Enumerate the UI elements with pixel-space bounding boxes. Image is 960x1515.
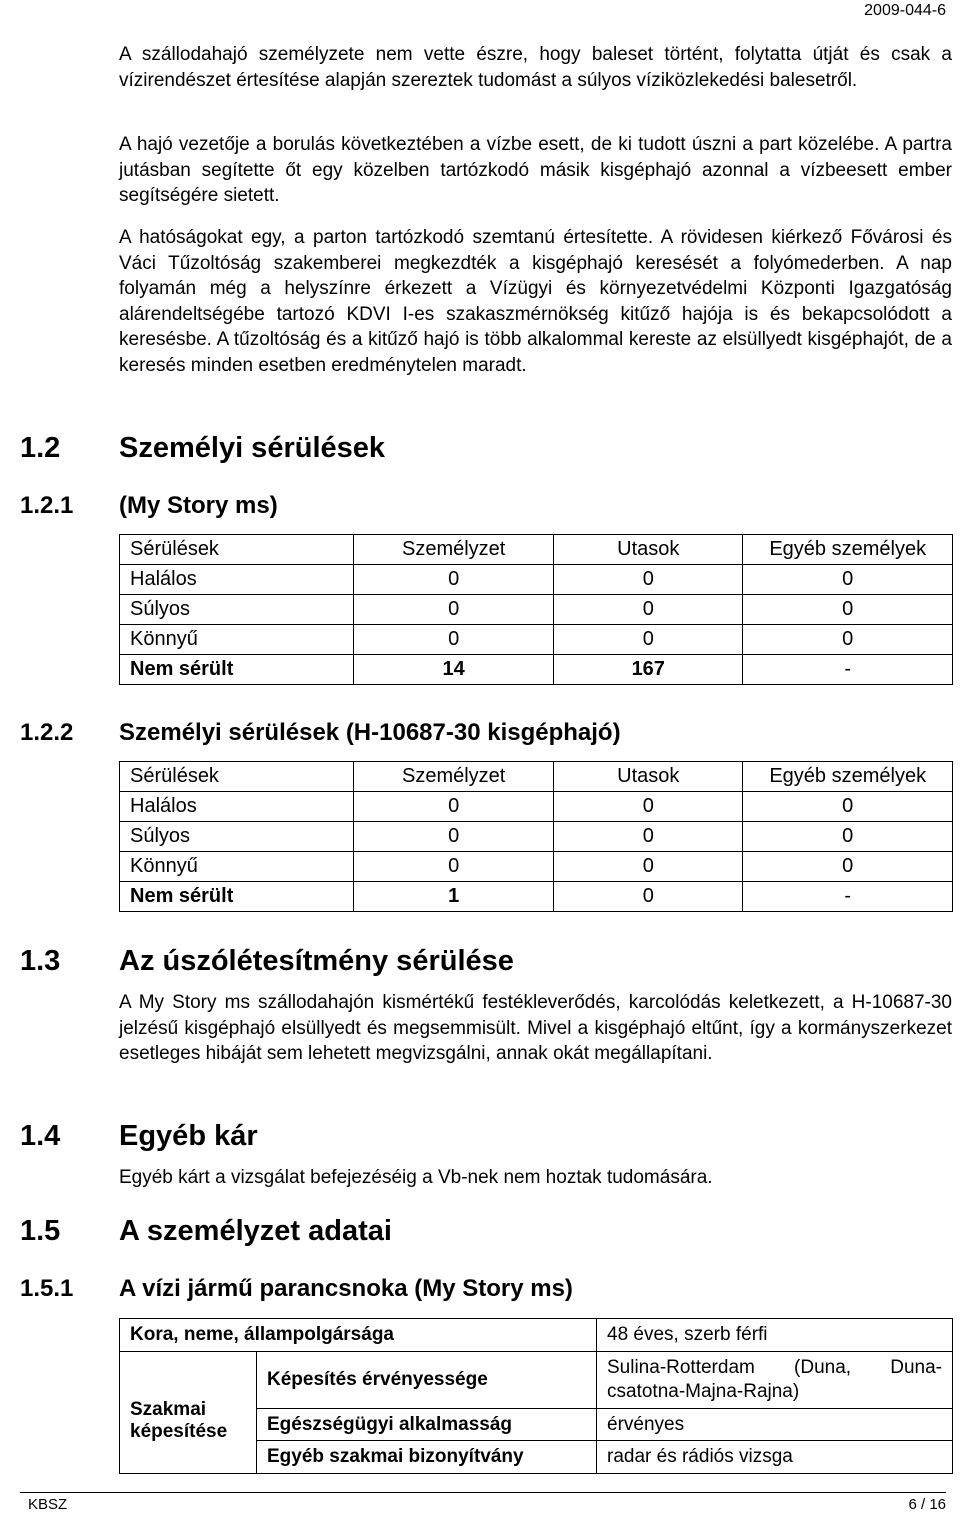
table-cell: érvényes [597,1409,953,1441]
table-row [120,625,953,655]
header-cell: Sérülések [120,762,354,792]
paragraph: Egyéb kárt a vizsgálat befejezéséig a Vb-nek nem hoztak tudomására. [119,1167,713,1188]
paragraph: A szállodahajó személyzete nem vette észre, hogy baleset történt, folytatta útját és csak a vízirendészet értesítése alapján szereztek tudomást a súlyos víziközlekedési balesetről. [119,44,952,91]
header-cell: Sérülések [120,535,354,565]
table-cell: Súlyos [120,595,354,625]
table-row [120,565,953,595]
table-cell: 0 [743,852,953,882]
table-cell: 0 [554,882,743,912]
table-cell: Halálos [120,565,354,595]
section-title: Az úszólétesítmény sérülése [119,945,514,977]
table-row [120,655,953,685]
footer-divider [20,1492,946,1493]
section-title: Egyéb kár [119,1120,258,1152]
table-header-row [120,762,953,792]
section-number: 1.5.1 [20,1275,74,1302]
header-cell: Utasok [554,762,743,792]
table-cell: 167 [554,655,743,685]
table-cell: Egészségügyi alkalmasság [257,1409,597,1441]
section-heading [20,945,514,978]
table-cell: 0 [354,852,554,882]
table-cell: Súlyos [120,822,354,852]
page-number: 6 / 16 [908,1496,946,1513]
table-cell: 0 [554,822,743,852]
table-row [120,822,953,852]
table-header-row [120,535,953,565]
section-number: 1.5 [20,1215,61,1247]
section-number: 1.4 [20,1120,61,1152]
table-cell: 0 [354,595,554,625]
section-number: 1.2 [20,432,61,464]
table-cell: Nem sérült [120,655,354,685]
table-cell: 0 [354,822,554,852]
header-cell: Utasok [554,535,743,565]
section-number: 1.2.1 [20,492,74,519]
injuries-table-small-boat [119,761,953,912]
table-cell: 0 [554,852,743,882]
table-row [120,882,953,912]
table-cell: Nem sérült [120,882,354,912]
section-title: Személyi sérülések [119,432,386,464]
table-cell: 0 [554,792,743,822]
subsection-heading [20,719,621,747]
subsection-heading [20,492,278,520]
table-cell: Kora, neme, állampolgársága [120,1319,597,1352]
table-cell: 0 [354,792,554,822]
captain-data-table [119,1318,953,1474]
header-cell: Egyéb személyek [743,762,953,792]
table-cell: Képesítés érvényessége [257,1352,597,1409]
header-cell: Egyéb személyek [743,535,953,565]
table-cell: 0 [743,565,953,595]
subsection-heading [20,1275,573,1303]
section-heading [20,432,385,465]
table-row [120,1352,953,1409]
table-cell: 0 [743,822,953,852]
table-cell: 0 [743,595,953,625]
document-id: 2009-044-6 [864,2,946,19]
table-cell: 0 [554,625,743,655]
section-number: 1.2.2 [20,719,74,746]
table-cell: 14 [354,655,554,685]
paragraph: A hajó vezetője a borulás következtében a vízbe esett, de ki tudott úszni a part közelébe. A partra jutásban segítette őt egy közelben tartózkodó másik kisgéphajó azonnal a vízbeesett ember segítségére sietett. [119,134,952,207]
table-cell: 48 éves, szerb férfi [597,1319,953,1352]
table-cell: Halálos [120,792,354,822]
table-cell: Könnyű [120,852,354,882]
table-cell: 0 [554,595,743,625]
injuries-table-my-story [119,534,953,685]
table-cell: 0 [354,565,554,595]
table-cell: Sulina-Rotterdam (Duna, Duna-csatotna-Majna-Rajna) [597,1352,953,1409]
table-cell: - [743,882,953,912]
table-row [120,595,953,625]
section-title: A személyzet adatai [119,1215,392,1247]
table-row [120,1319,953,1352]
paragraph: A My Story ms szállodahajón kismértékű festékleverődés, karcolódás keletkezett, a H-10687-30 jelzésű kisgéphajó elsüllyedt és megsemmisült. Mivel a kisgéphajó eltűnt, így a kormányszerkezet esetleges hibáját sem lehetett megvizsgálni, annak okát megállapítani. [119,992,952,1065]
footer-org: KBSZ [28,1496,68,1513]
section-title: Személyi sérülések (H-10687-30 kisgéphajó) [119,719,621,746]
table-cell: - [743,655,953,685]
table-cell: Könnyű [120,625,354,655]
table-cell: 0 [554,565,743,595]
table-row [120,852,953,882]
section-title: (My Story ms) [119,492,278,519]
table-cell: Szakmai képesítése [120,1352,257,1474]
table-cell: 0 [743,792,953,822]
paragraph: A hatóságokat egy, a parton tartózkodó szemtanú értesítette. A rövidesen kiérkező Fővárosi és Váci Tűzoltóság szakemberei megkezdték a kisgéphajó keresését a folyómederben. A nap folyamán még a helyszínre érkezett a Vízügyi és környezetvédelmi Központi Igazgatóság alárendeltségébe tartozó KDVI I-es szakaszmérnökség kitűző hajója is és bekapcsolódott a keresésbe. A tűzoltóság és a kitűző hajó is több alkalommal kereste az elsüllyedt kisgéphajót, de a keresés minden esetben eredménytelen maradt. [119,227,952,376]
header-cell: Személyzet [354,535,554,565]
table-cell: radar és rádiós vizsga [597,1441,953,1474]
table-cell: 0 [743,625,953,655]
section-title: A vízi jármű parancsnoka (My Story ms) [119,1275,573,1302]
table-cell: Egyéb szakmai bizonyítvány [257,1441,597,1474]
section-heading [20,1215,392,1248]
section-number: 1.3 [20,945,61,977]
section-heading [20,1120,258,1153]
table-cell: 0 [354,625,554,655]
table-row [120,792,953,822]
header-cell: Személyzet [354,762,554,792]
table-cell: 1 [354,882,554,912]
